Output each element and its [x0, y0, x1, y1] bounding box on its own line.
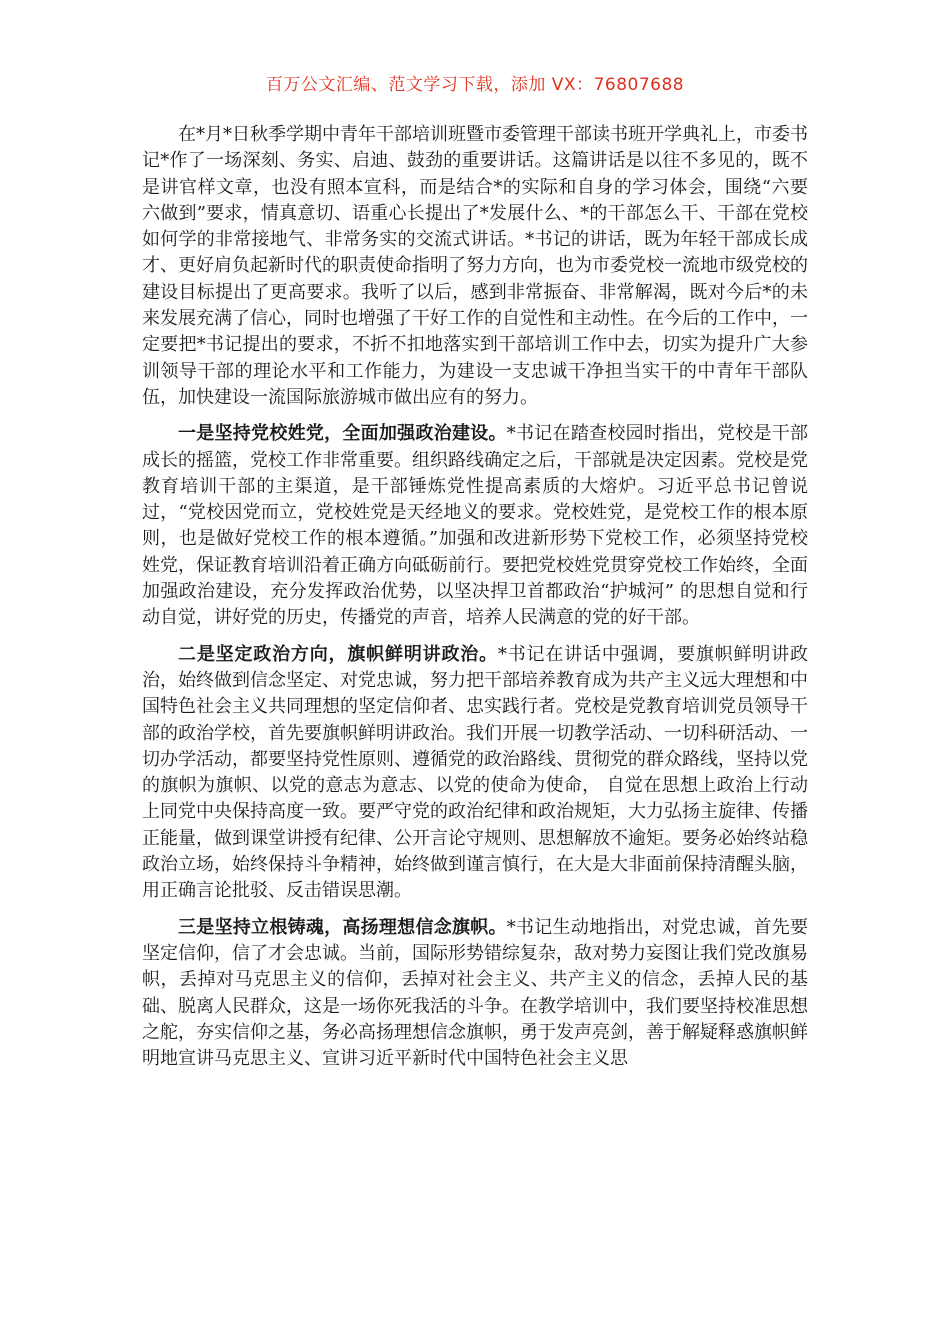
- section-paragraph-3: [142, 915, 808, 1073]
- section-text-2: *书记在讲话中强调，要旗帜鲜明讲政治，始终做到信念坚定、对党忠诚，努力把干部培养教育成为共产主义远大理想和中国特色社会主义共同理想的坚定信仰者、忠实践行者。党校是党教育培训党员领导干部的政治学校，首先要旗帜鲜明讲政治。我们开展一切教学活动、一切科研活动、一切办学活动，都要坚持党性原则、遵循党的政治路线、贯彻党的群众路线，坚持以党的旗帜为旗帜、以党的意志为意志、以党的使命为使命， 自觉在思想上政治上行动上同党中央保持高度一致。要严守党的政治纪律和政治规矩，大力弘扬主旋律、传播正能量，做到课堂讲授有纪律、公开言论守规则、思想解放不逾矩。要务必始终站稳政治立场，始终保持斗争精神，始终做到谨言慎行，在大是大非面前保持清醒头脑，用正确言论批驳、反击错误思潮。: [142, 643, 809, 902]
- section-heading-1: 一是坚持党校姓党，全面加强政治建设。: [178, 423, 507, 445]
- section-text-3: *书记生动地指出，对党忠诚，首先要坚定信仰，信了才会忠诚。当前，国际形势错综复杂，敌对势力妄图让我们党改旗易帜，丢掉对马克思主义的信仰，丢掉对社会主义、共产主义的信念，丢掉人民的基础、脱离人民群众，这是一场你死我活的斗争。在教学培训中，我们要坚持校准思想之舵，夯实信仰之基，务必高扬理想信念旗帜，勇于发声亮剑，善于解疑释惑旗帜鲜明地宣讲马克思主义、宣讲习近平新时代中国特色社会主义思: [142, 916, 808, 1070]
- document-body: [142, 122, 808, 1082]
- section-text-1: *书记在踏查校园时指出，党校是干部成长的摇篮，党校工作非常重要。组织路线确定之后，干部就是决定因素。党校是党教育培训干部的主渠道，是干部锤炼党性提高素质的大熔炉。习近平总书记曾说过，“党校因党而立，党校姓党是天经地义的要求。党校姓党，是党校工作的根本原则，也是做好党校工作的根本遵循。”加强和改进新形势下党校工作，必须坚持党校姓党，保证教育培训沿着正确方向砥砺前行。要把党校姓党贯穿党校工作始终，全面加强政治建设，充分发挥政治优势，以坚决捍卫首都政治“护城河” 的思想自觉和行动自觉，讲好党的历史，传播党的声音，培养人民满意的党的好干部。: [142, 423, 808, 629]
- section-heading-2: 二是坚定政治方向，旗帜鲜明讲政治。: [178, 643, 498, 665]
- section-paragraph-1: [142, 421, 808, 631]
- section-heading-3: 三是坚持立根铸魂，高扬理想信念旗帜。: [178, 916, 507, 938]
- section-paragraph-2: [142, 642, 808, 905]
- intro-paragraph: 在*月*日秋季学期中青年干部培训班暨市委管理干部读书班开学典礼上，市委书记*作了一场深刻、务实、启迪、鼓劲的重要讲话。这篇讲话是以往不多见的，既不是讲官样文章，也没有照本宣科，而是结合*的实际和自身的学习体会，围绕“六要六做到”要求，情真意切、语重心长提出了*发展什么、*的干部怎么干、干部在党校如何学的非常接地气、非常务实的交流式讲话。*书记的讲话，既为年轻干部成长成才、更好肩负起新时代的职责使命指明了努力方向，也为市委党校一流地市级党校的建设目标提出了更高要求。我听了以后，感到非常振奋、非常解渴，既对今后*的未来发展充满了信心，同时也增强了干好工作的自觉性和主动性。在今后的工作中，一定要把*书记提出的要求，不折不扣地落实到干部培训工作中去，切实为提升广大参训领导干部的理论水平和工作能力，为建设一支忠诚干净担当实干的中青年干部队伍，加快建设一流国际旅游城市做出应有的努力。: [142, 124, 808, 408]
- watermark-header: 百万公文汇编、范文学习下载，添加 VX：76807688: [265, 75, 685, 95]
